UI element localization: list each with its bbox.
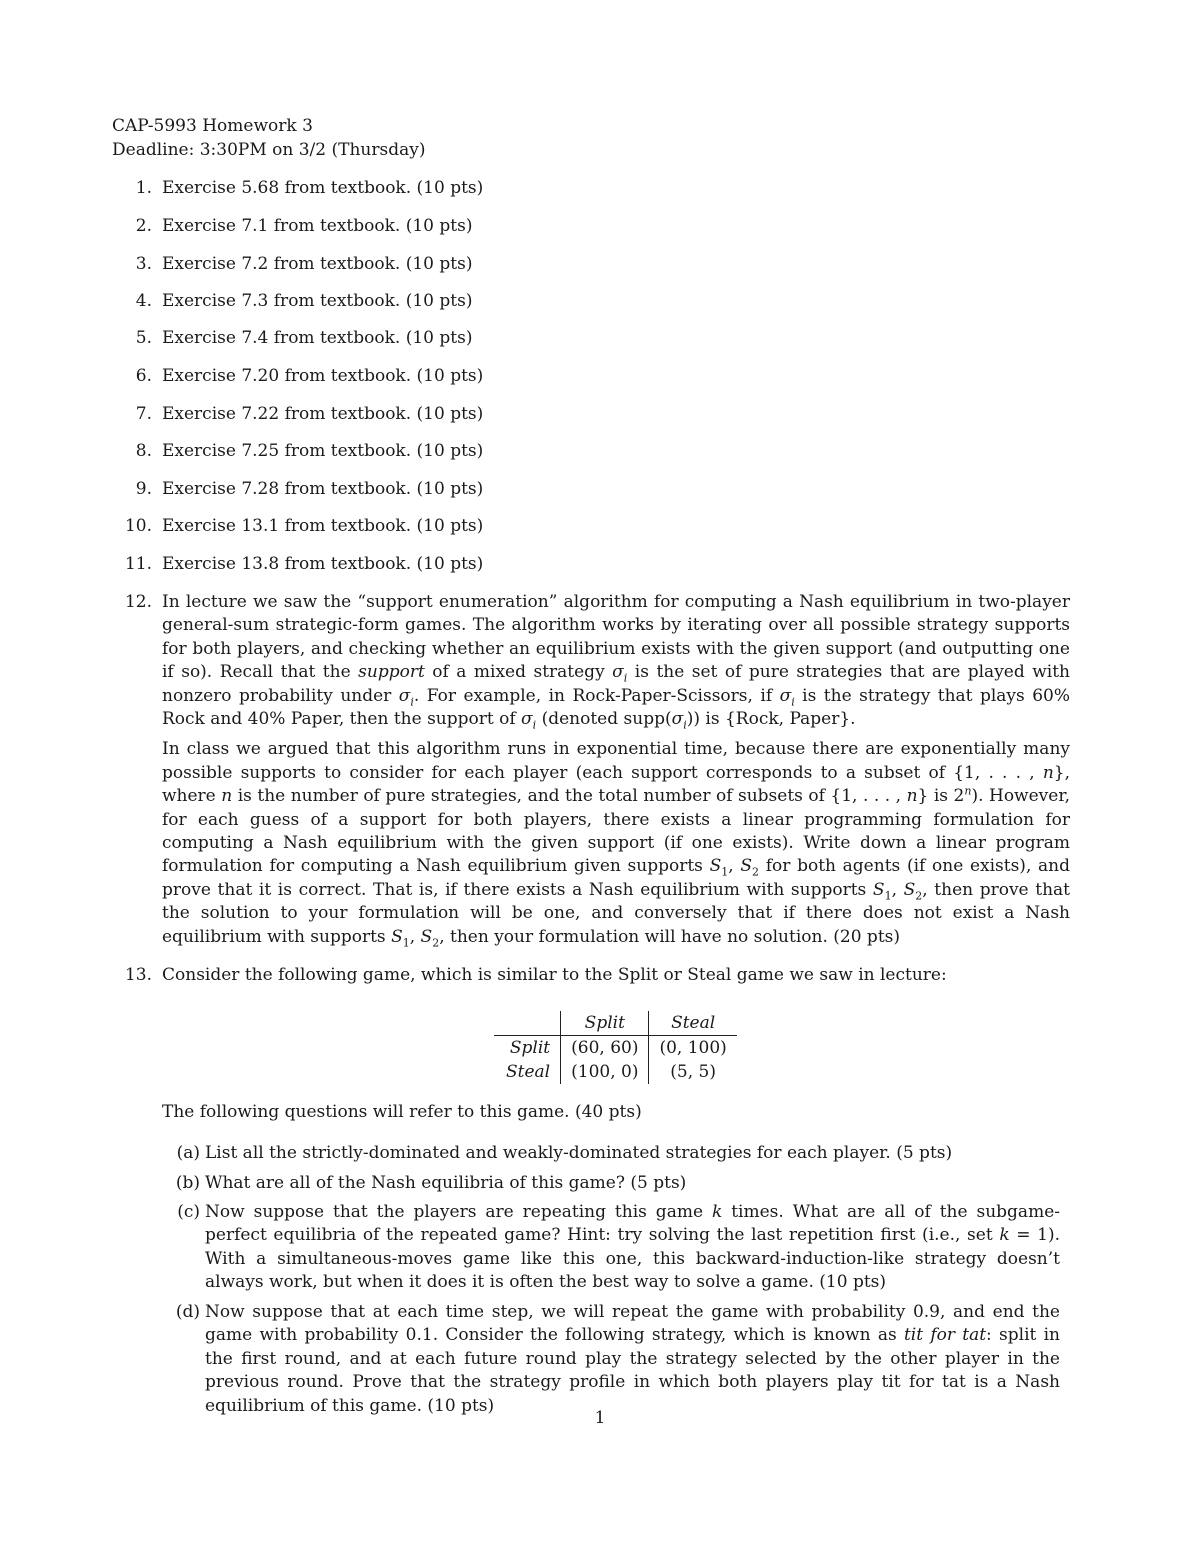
text-run: of a mixed strategy xyxy=(424,662,613,683)
item-text: Exercise 7.4 from textbook. (10 pts) xyxy=(162,328,473,348)
list-item xyxy=(112,253,1070,276)
item-number: 11. xyxy=(124,554,152,574)
item-number: 9. xyxy=(135,479,152,499)
text-run: . For example, in Rock-Paper-Scissors, if xyxy=(413,685,780,706)
list-item xyxy=(112,177,1070,200)
math-sigma: $\sigma_i$ xyxy=(521,709,537,732)
text-run: is the number of pure strategies, and the total number of subsets of {1, . . . , xyxy=(232,786,907,807)
text-run: In class we argued that this algorithm runs in exponential time, because there are exponentially many possible supports to consider for each player (each support corresponds to a subset of {1, . . . , xyxy=(162,739,1070,783)
item-number: 10. xyxy=(124,516,152,536)
subquestion-d xyxy=(162,1301,1060,1418)
payoff-table xyxy=(494,1011,737,1084)
page-number: 1 xyxy=(594,1408,606,1428)
item-number: 3. xyxy=(135,254,152,274)
item-text: Exercise 7.28 from textbook. (10 pts) xyxy=(162,479,484,499)
table-row xyxy=(494,1036,737,1061)
text-run: is the strategy that plays 60% Rock and 40% Paper, then the support of xyxy=(162,685,1070,730)
list-item xyxy=(112,440,1070,463)
list-item xyxy=(112,365,1070,388)
paragraph xyxy=(162,591,1070,731)
item-text: Exercise 5.68 from textbook. (10 pts) xyxy=(162,178,484,198)
text-run: , then your formulation will have no solution. (20 pts) xyxy=(439,926,901,947)
text-run: In lecture we saw the “support enumeration” algorithm for computing a Nash equilibrium in two-player general-sum strategic-form games. The algorithm works by iterating over all possible strategy supports for both players, and checking whether an equilibrium exists with the given support (and outputting one if so). Recall that the xyxy=(162,592,1070,683)
subquestion-label: (c) xyxy=(177,1202,200,1222)
deadline: Deadline: 3:30PM on 3/2 (Thursday) xyxy=(112,140,426,160)
list-item xyxy=(112,215,1070,238)
item-text: Exercise 13.1 from textbook. (10 pts) xyxy=(162,516,484,536)
math-supports: $S_1$, $S_2$ xyxy=(391,926,440,950)
paragraph xyxy=(162,738,1070,949)
row-header: Split xyxy=(494,1036,561,1061)
text-run: }, where xyxy=(162,762,1070,807)
question-12 xyxy=(112,591,1070,949)
subquestion-label: (a) xyxy=(176,1143,200,1163)
item-number: 4. xyxy=(135,291,152,311)
item-number: 13. xyxy=(124,965,152,985)
payoff-cell: (100, 0) xyxy=(561,1060,649,1084)
text-run: )) is {Rock, Paper}. xyxy=(686,709,856,730)
row-header: Steal xyxy=(494,1060,561,1084)
math-n: n xyxy=(964,784,972,798)
text-run: (denoted supp( xyxy=(536,709,672,730)
homework-title: CAP-5993 Homework 3 xyxy=(112,116,313,136)
item-number: 12. xyxy=(124,592,152,612)
subquestion-text: Now suppose that at each time step, we will repeat the game with probability 0.9, and end the game with probability 0.1. Consider the following strategy, which is known as tit for tat: split in the first round, and at each future round play the strategy selected by the other player in the previous round. Prove that the strategy profile in which both players play tit for tat is a Nash equilibrium of this game. (10 pts) xyxy=(205,1302,1061,1416)
item-number: 8. xyxy=(135,441,152,461)
emphasis: support xyxy=(358,662,425,683)
math-sigma: $\sigma_i$ xyxy=(612,662,628,685)
subquestion-c xyxy=(162,1201,1060,1295)
table-corner xyxy=(494,1011,561,1036)
payoff-cell: (5, 5) xyxy=(670,1062,716,1082)
math-k: k xyxy=(711,1202,723,1222)
math-sigma: $\sigma_i$ xyxy=(779,685,795,709)
list-item xyxy=(112,515,1070,538)
column-header: Split xyxy=(561,1011,649,1036)
question-text xyxy=(162,591,1070,949)
math-k: k xyxy=(999,1225,1010,1246)
item-text: Exercise 7.22 from textbook. (10 pts) xyxy=(162,404,484,424)
emphasis: tit for tat xyxy=(903,1325,987,1346)
item-text: Exercise 7.20 from textbook. (10 pts) xyxy=(162,366,484,386)
item-text: Exercise 13.8 from textbook. (10 pts) xyxy=(162,554,484,574)
subquestion-text: Now suppose that the players are repeating this game k times. What are all of the subgame-perfect equilibria of the repeated game? Hint: try solving the last repetition first (i.e., set k = 1). With a simultaneous-moves game like this one, this backward-induction-like strategy doesn’t always work, but when it does it is often the best way to solve a game. (10 pts) xyxy=(205,1202,1061,1293)
subquestion-label: (d) xyxy=(175,1302,200,1322)
list-item xyxy=(112,403,1070,426)
list-item xyxy=(112,553,1070,576)
list-item xyxy=(112,290,1070,313)
item-number: 2. xyxy=(135,216,152,236)
math-supports: $S_1$, $S_2$ xyxy=(709,856,760,879)
payoff-cell: (0, 100) xyxy=(659,1038,727,1058)
text-run: , then prove that the solution to your formulation will be one, and conversely that if there does not exist a Nash equilibrium with supports xyxy=(162,879,1070,947)
text-run: ). However, for each guess of a support for both players, there exists a linear programming formulation for computing a Nash equilibrium with the given support (if one exists). Write down a linear program formulation for computing a Nash equilibrium given supports xyxy=(162,786,1070,877)
list-item xyxy=(112,478,1070,501)
math-n: n xyxy=(906,786,918,807)
question-13 xyxy=(112,964,1070,987)
item-text: Exercise 7.1 from textbook. (10 pts) xyxy=(162,216,473,236)
text-run: } is 2 xyxy=(917,786,965,807)
math-sigma: $\sigma_i$ xyxy=(398,685,414,709)
subquestion-label: (b) xyxy=(175,1173,200,1193)
table-row xyxy=(494,1060,737,1084)
subquestion-text: What are all of the Nash equilibria of this game? (5 pts) xyxy=(205,1173,687,1193)
header xyxy=(112,114,425,162)
question-intro: Consider the following game, which is similar to the Split or Steal game we saw in lecture: xyxy=(162,965,947,985)
math-sigma: $\sigma_i$ xyxy=(671,709,687,732)
item-number: 1. xyxy=(135,178,152,198)
subquestion-b xyxy=(162,1172,1060,1195)
item-number: 7. xyxy=(135,404,152,424)
item-number: 6. xyxy=(135,366,152,386)
subquestion-text: List all the strictly-dominated and weakly-dominated strategies for each player. (5 pts) xyxy=(205,1143,953,1163)
item-text: Exercise 7.3 from textbook. (10 pts) xyxy=(162,291,473,311)
subquestion-a xyxy=(162,1142,1060,1165)
column-header: Steal xyxy=(649,1011,737,1036)
text-run: for both agents (if one exists), and prove that it is correct. That is, if there exists a Nash equilibrium with supports xyxy=(162,856,1071,900)
math-supports: $S_1$, $S_2$ xyxy=(872,879,923,903)
math-n: n xyxy=(1042,762,1054,783)
item-text: Exercise 7.2 from textbook. (10 pts) xyxy=(162,254,473,274)
item-text: Exercise 7.25 from textbook. (10 pts) xyxy=(162,441,484,461)
math-n: n xyxy=(221,786,233,807)
item-number: 5. xyxy=(135,328,152,348)
table-header-row xyxy=(494,1011,737,1036)
list-item xyxy=(112,327,1070,350)
text-run: is the set of pure strategies that are played with nonzero probability under xyxy=(162,662,1070,706)
payoff-cell: (60, 60) xyxy=(561,1036,649,1061)
subquestions-lead: The following questions will refer to this game. (40 pts) xyxy=(162,1102,642,1122)
